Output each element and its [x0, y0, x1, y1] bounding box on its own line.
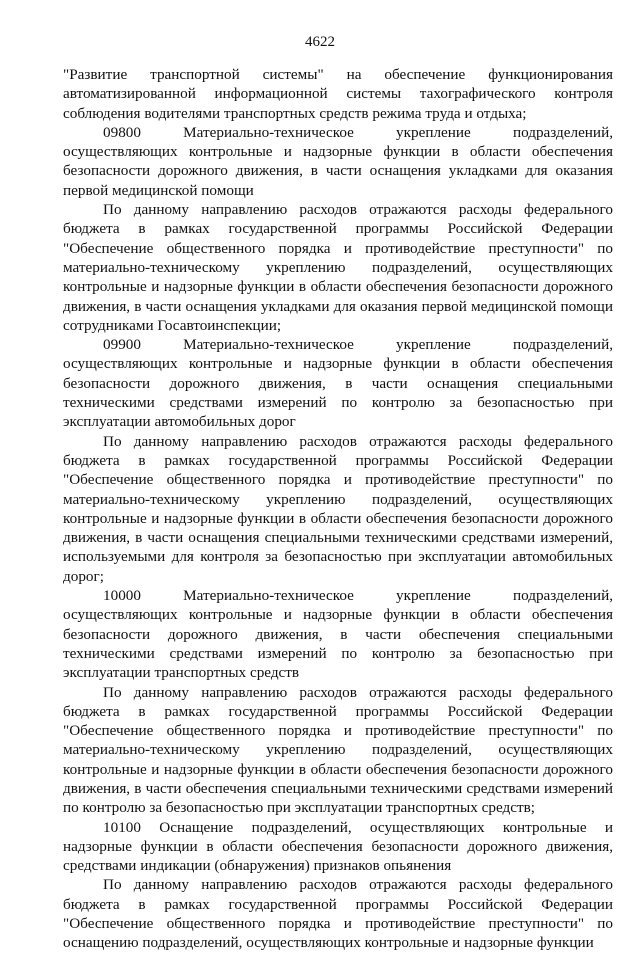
page-number: 4622	[305, 34, 335, 50]
paragraph-continuation: "Развитие транспортной системы" на обеспечение функционирования автоматизированной информационной системы тахографического контроля соблюдения водителями транспортных средств режима труда и отдыха;	[63, 66, 613, 122]
paragraph-code-10100: 10100 Оснащение подразделений, осуществляющих контрольные и надзорные функции в области обеспечения безопасности дорожного движения, средствами индикации (обнаружения) признаков опьянения	[63, 818, 613, 875]
paragraph-10100-description: По данному направлению расходов отражаются расходы федерального бюджета в рамках государственной программы Российской Федерации "Обеспечение общественного порядка и противодействие преступности" по оснащению подразделений, осуществляющих контрольные и надзорные функции	[63, 876, 613, 952]
paragraph-09800-description: По данному направлению расходов отражаются расходы федерального бюджета в рамках государственной программы Российской Федерации "Обеспечение общественного порядка и противодействие преступности" по материально-техническому укреплению подразделений, осуществляющих контрольные и надзорные функции в области обеспечения безопасности дорожного движения, в части оснащения укладками для оказания первой медицинской помощи сотрудниками Госавтоинспекции;	[63, 201, 613, 334]
paragraph-code-09900: 09900 Материально-техническое укрепление подразделений, осуществляющих контрольные и надзорные функции в области обеспечения безопасности дорожного движения, в части оснащения специальными техническими средствами измерений по контролю за безопасностью при эксплуатации автомобильных дорог	[63, 336, 613, 431]
document-body	[63, 65, 613, 953]
paragraph-09900-description: По данному направлению расходов отражаются расходы федерального бюджета в рамках государственной программы Российской Федерации "Обеспечение общественного порядка и противодействие преступности" по материально-техническому укреплению подразделений, осуществляющих контрольные и надзорные функции в области обеспечения безопасности дорожного движения, в части оснащения специальными техническими средствами измерений, используемыми для контроля за безопасностью при эксплуатации автомобильных дорог;	[63, 432, 613, 585]
paragraph-code-10000: 10000 Материально-техническое укрепление подразделений, осуществляющих контрольные и надзорные функции в области обеспечения безопасности дорожного движения, в части обеспечения специальными техническими средствами измерений по контролю за безопасностью при эксплуатации транспортных средств	[63, 587, 613, 682]
paragraph-10000-description: По данному направлению расходов отражаются расходы федерального бюджета в рамках государственной программы Российской Федерации "Обеспечение общественного порядка и противодействие преступности" по материально-техническому укреплению подразделений, осуществляющих контрольные и надзорные функции в области обеспечения безопасности дорожного движения, в части обеспечения специальными техническими средствами измерений по контролю за безопасностью при эксплуатации транспортных средств;	[63, 683, 613, 817]
paragraph-code-09800: 09800 Материально-техническое укрепление подразделений, осуществляющих контрольные и надзорные функции в области обеспечения безопасности дорожного движения, в части оснащения укладками для оказания первой медицинской помощи	[63, 123, 613, 199]
